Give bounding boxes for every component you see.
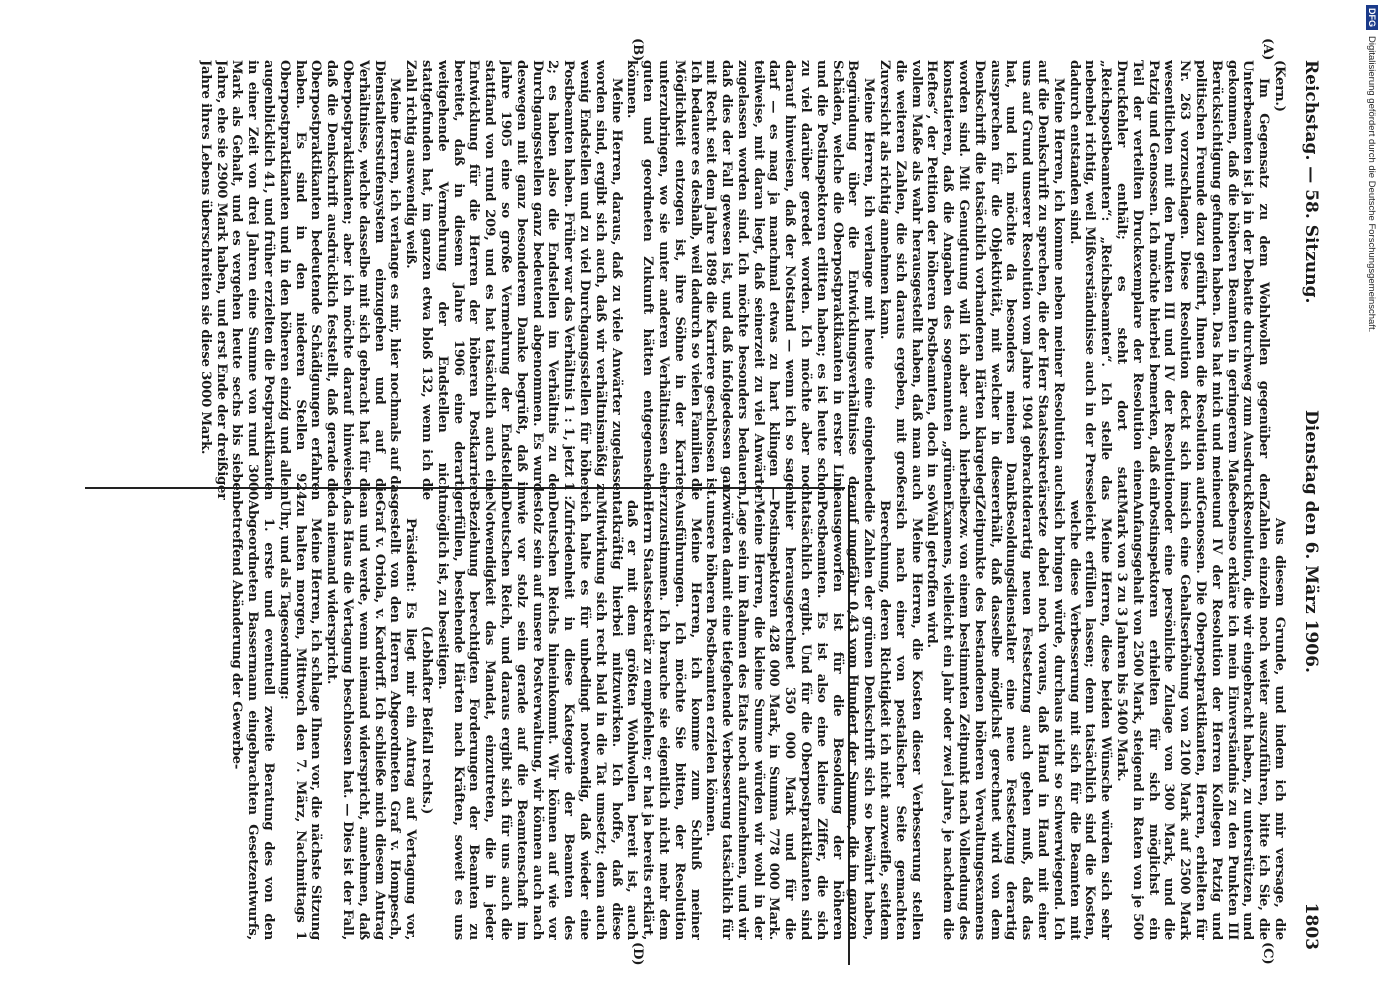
paragraph: 1. erste und eventuell zweite Beratung des von den Abgeordneten Bassermann eingebrachten Gesetzentwurfs, betreffend Abänderung der Gewerbe- — [229, 500, 276, 940]
margin-mark-a: (A) — [1260, 38, 1275, 61]
paragraph: Meine Herren, ich verlange mit heute eine eingehende Begründung über die Entwicklungsverhältnisse der Schäden, welche die Oberpostpraktikanten in erster Linie und die Postinspektoren erlitten haben; es ist heute schon zu viel darüber geredet worden. Ich möchte aber noch darauf hinweisen, daß der Notstand — wenn ich so sagen darf — es mag ja manchmal etwas zu hart klingen — teilweise, mit daran liegt, daß seinerzeit zu viel Anwärter zugelassen worden sind. Ich möchte besonders bedauern, daß dies der Fall gewesen ist, und daß infolgedessen ganz mit Recht seit dem Jahre 1898 die Karriere geschlossen ist. Ich bedauere es deshalb, weil dadurch so vielen Familien die Möglichkeit entzogen ist, ihre Söhne in der Karriere unterzubringen, wo sie unter anderen Verhältnissen einer guten und geordneten Zukunft hätten entgegensehen können. — [624, 60, 877, 500]
paragraph: Meine Herren, die Kosten dieser Verbesserung stellen sich nach einer von postalischer Seite gemachten Berechnung, deren Richtigkeit ich nicht anzweifle, seitdem die Zahlen der grünen Denkschrift sich so bewährt haben, auf ungefähr 0,43 vom Hundert der Summe, die im ganzen ausgeworfen ist für die Besoldung der höheren Postbeamten. Es ist also eine kleine Ziffer, die sich tatsächlich ergibt. Und für die Oberpostpraktikanten sind hier herausgerechnet 350 000 Mark und für die Postinspektoren 428 000 Mark, in Summa 778 000 Mark. Meine Herren, die kleine Summe würden wir wohl in der Lage sein im Rahmen des Etats noch aufzunehmen, und wir würden damit eine tiefgehende Verbesserung tatsächlich für unsere höheren Postbeamten erzielen können. — [703, 500, 924, 940]
right-column — [87, 500, 1287, 940]
paragraph: Meine Herren, ich schlage Ihnen vor, die nächste Sitzung zu halten morgen, Mittwoch den 7. März, Nachmittags 1 Uhr, und als Tagesordnung: — [276, 500, 324, 940]
paragraph: Meine Herren, ich verlange es mir, hier nochmals auf das Dienstaltersstufensystem einzugehen und auf die Verhältnisse, welche dasselbe mit sich gebracht hat für die Oberpostpraktikanten; aber ich möchte darauf hinweisen, daß die Denkschrift ausdrücklich feststellt, daß gerade die Oberpostpraktikanten bedeutende Schädigungen erfahren haben. Es sind in den niederen Stellen 924 Oberpostpraktikanten und in den höheren einzig und allein augenblicklich 41, und früher erzielten die Postpraktikanten in einer Zeit von drei Jahren eine Summe von rund 3000 Mark als Gehalt, und es vergehen heute sechs bis sieben Jahre, ehe sie 2900 Mark haben, und erst Ende der dreißiger Jahre ihres Lebens überschreiten sie diese 3000 Mark. — [197, 60, 403, 500]
paragraph: Meine Herren, ich komme zum Schluß meiner Ausführungen. Ich möchte Sie bitten, der Resolution zuzustimmen. Ich brauche sie eigentlich nicht mehr dem Herrn Staatssekretär zu empfehlen; er hat ja bereits erklärt, daß er mit dem größten Wohlwollen bereit ist, auch tatkräftig hierbei mitzuwirken. Ich hoffe, daß diese Mitwirkung sich recht bald in die Tat umsetzt; denn auch ich halte es für unbedingt notwendig, daß wieder eine Zufriedenheit in diese Kategorie der Beamten des Deutschen Reichs hineinkommt. Wir können auf wie vor stolz sein auf unsere Postverwaltung, wir können auch nach wie vor stolz sein gerade auf die Beamtenschaft im Deutschen Reich, und daraus ergibt sich für uns auch die Notwendigkeit das Mandat, einzutreten, die in jeder Beziehung berechtigten Forderungen der Beamten zu erfüllen, bestehende Härten nach Kräften, soweit es uns möglich ist, zu beseitigen. — [434, 500, 703, 940]
margin-mark-c: (C) — [1260, 942, 1275, 965]
paragraph: Meine Herren, ich komme neben meiner Resolution auch auf die Denkschrift zu sprechen, die der Herr Staatssekretär uns auf Grund unserer Resolution vom Jahre 1904 gebracht hat, und ich möchte da besonders meinen Dank aussprechen für die Objektivität, mit welcher in dieser Denkschrift die tatsächlich vorhandenen Härten klargelegt worden sind. Mit Genugtuung will ich aber auch hierbei konstatieren, daß die Angaben des sogenannten „grünen Heftes“, der Petition der höheren Postbeamten, doch in so vollem Maße als wahr herausgestellt haben, daß man auch die weiteren Zahlen, die sich daraus ergeben, mit großer Zuversicht als richtig annehmen kann. — [877, 60, 1066, 500]
page-header — [1291, 30, 1325, 970]
left-column — [87, 60, 1287, 500]
page-number: 1803 — [1301, 902, 1321, 950]
header-date: Dienstag den 6. März 1906. — [1301, 410, 1321, 673]
page-content — [45, 30, 1345, 970]
header-session: Reichstag. — 58. Sitzung. — [1301, 60, 1321, 304]
rotated-page — [45, 30, 1345, 970]
dfg-credit: Digitalisierung gefördert durch die Deutsche Forschungsgemeinschaft. — [1366, 36, 1377, 333]
margin-mark-d: (D) — [630, 942, 645, 966]
paragraph: Im Gegensatz zu dem Wohlwollen gegenüber den Unterbeamten ist ja in der Debatte durchweg zum Ausdruck gekommen, daß die höheren Beamten in geringerem Maße Berücksichtigung gefunden haben. Das hat mich und meine politischen Freunde dazu geführt, Ihnen die Resolution auf Nr. 263 vorzuschlagen. Diese Resolution deckt sich im wesentlichen mit den Punkten III und IV der Resolution Patzig und Genossen. Ich möchte hierbei bemerken, daß ein Teil der verteilten Druckexemplare der Resolution einen Druckfehler enthält; es steht dort statt „Reichspostbeamten“: „Reichsbeamten“. Ich stelle das nebenbei richtig, weil Mißverständnisse auch in der Presse dadurch entstanden sind. — [1066, 60, 1272, 500]
paragraph: Meine Herren, daraus, daß zu viele Anwärter zugelassen worden sind, ergibt sich auch, daß wir verhältnismäßig zu wenig Endstellen und zu viel Durchgangsstellen für höhere Postbeamten haben. Früher war das Verhältnis 1 : 1, jetzt 1 : 2; es haben also die Endstellen im Verhältnis zu den Durchgangsstellen ganz bedeutend abgenommen. Es wurde deswegen mit ganz besonderem Danke begrüßt, daß im Jahre 1905 eine so große Vermehrung der Endstellen stattfand von rund 209, und es hat tatsächlich auch eine Entwicklung für die Herren der höheren Postkarriere bereitet, daß in diesem Jahre 1906 eine derartig weitgehende Vermehrung der Endstellen nicht stattgefunden hat, im ganzen etwa bloß 132, wenn ich die Zahl richtig auswendig weiß. — [403, 60, 624, 500]
paragraph: (Kern.) — [1272, 60, 1287, 112]
margin-mark-b: (B) — [630, 38, 645, 62]
paragraph: (Lebhafter Beifall rechts.) — [418, 625, 434, 815]
dfg-logo: DFG — [1366, 5, 1378, 30]
paragraph: Meine Herren, diese beiden Wünsche würden sich sehr leicht erfüllen lassen; denn tatsächlich sind die Kosten, welche diese Verbesserung mit sich für die Beamten mit sich bringen würde, durchaus nicht so schwerwiegend. Ich setze dabei noch voraus, daß Hand in Hand mit einer derartig neuen Festsetzung auch gehen muß, daß das Besoldungsdienstalter eine neue Festsetzung derartig erhält, daß dasselbe möglichst gerechnet wird von dem Zeitpunkte des bestandenen höheren Verwaltungsexamens bezw. von einem bestimmten Zeitpunkt nach Vollendung des Examens, vielleicht ein Jahr oder zwei Jahre, je nachdem die Wahl getroffen wird. — [924, 500, 1114, 940]
paragraph: Präsident: Es liegt mir ein Antrag auf Vertagung vor, gestellt von den Herren Abgeordneten Graf v. Hompesch, Graf v. Oriola, v. Kardorff. Ich schließe mich diesem Antrag an und werde, wenn niemand widerspricht, annehmen, daß das Haus die Vertagung beschlossen hat. — Dies ist der Fall, da niemand widerspricht. — [324, 500, 419, 940]
paragraph: Aus diesem Grunde, und indem ich mir versage, die Zahlen einzeln noch weiter auszuführen, bitte ich Sie, die Resolution, die wir eingebracht haben, zu unterstützen, und ebenso erkläre ich mein Einverständnis zu den Punkten III und IV der Resolution der Herren Kollegen Patzig und Genossen. Die Oberpostpraktikanten, Herren, erhielten für sich eine Gehaltserhöhung von 2100 Mark auf 2500 Mark oder eine persönliche Zulage von 300 Mark, und die Postinspektoren erhielten für sich möglichst ein Anfangsgehalt von 2500 Mark, steigend in Raten von je 500 Mark von 3 zu 3 Jahren bis 5400 Mark. — [1114, 500, 1287, 940]
side-note-text — [1360, 5, 1382, 995]
side-note — [1360, 5, 1382, 995]
